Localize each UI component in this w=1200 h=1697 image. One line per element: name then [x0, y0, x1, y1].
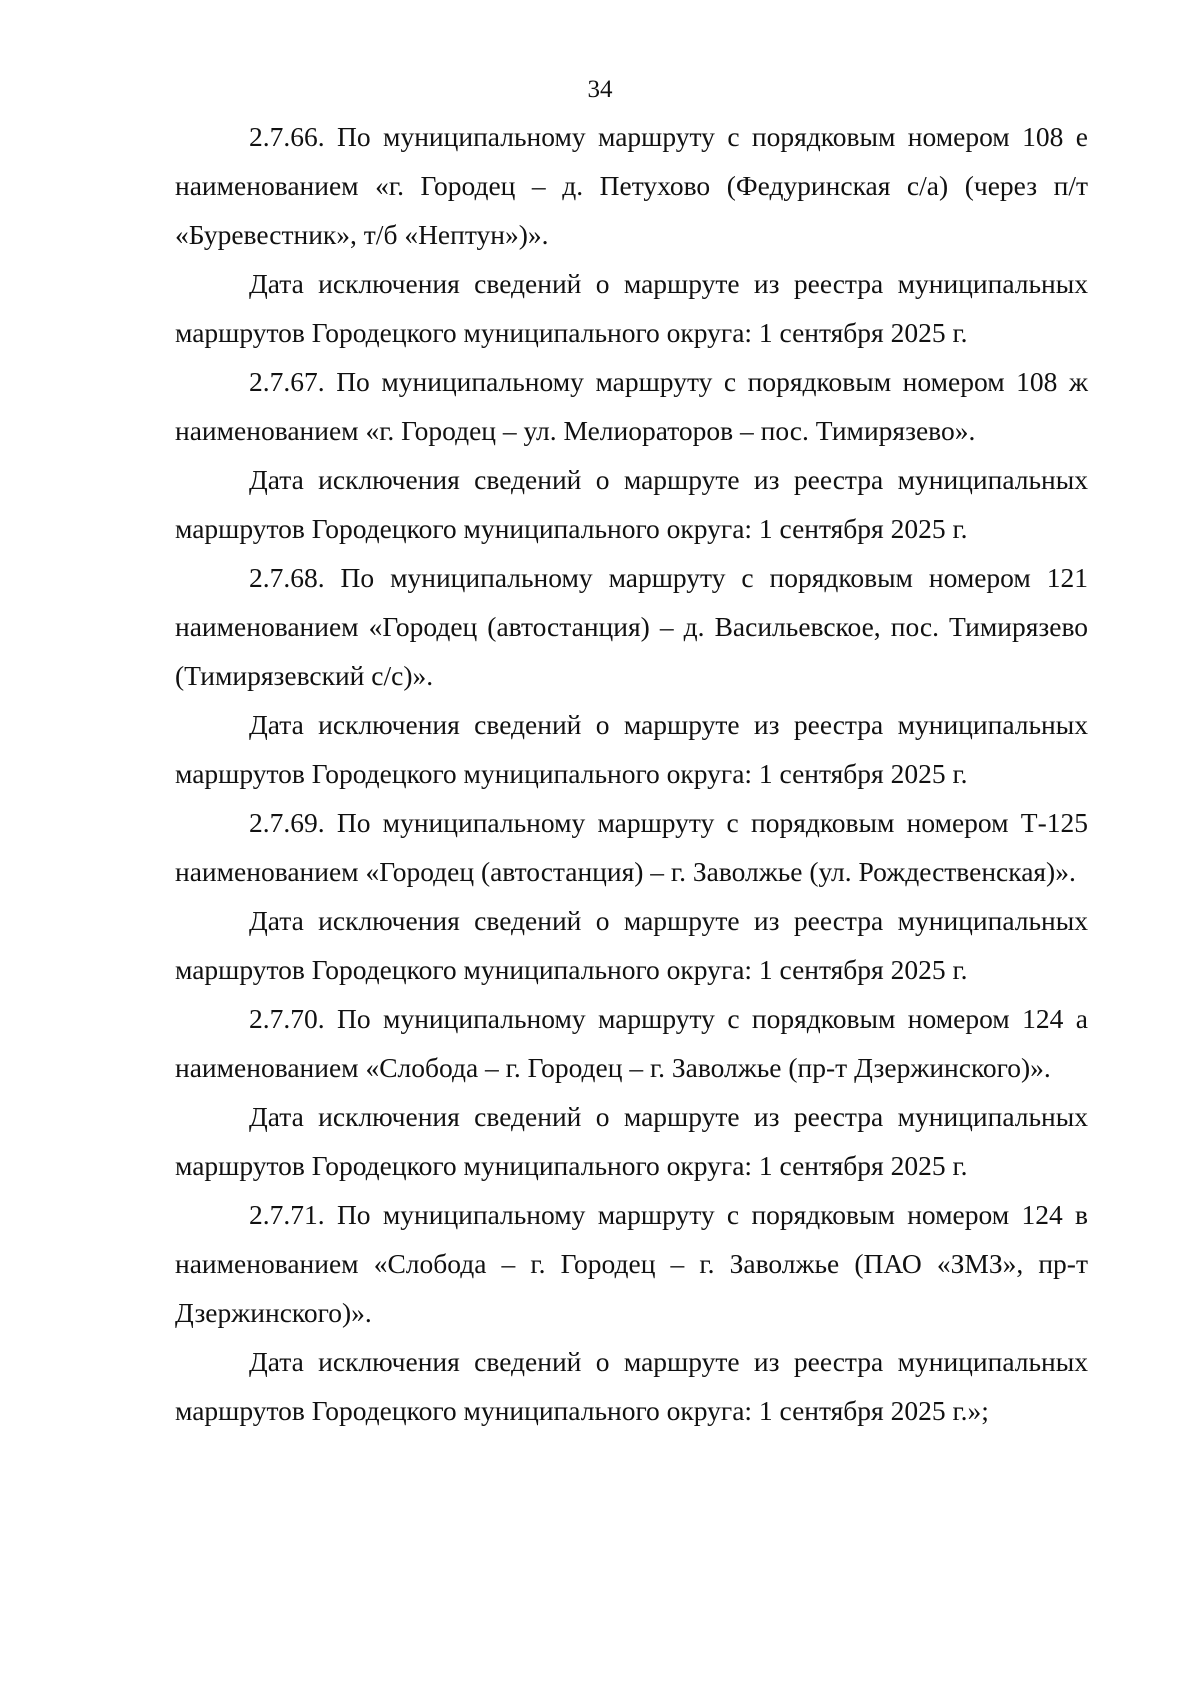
exclusion-date-paragraph: Дата исключения сведений о маршруте из реестра муниципальных маршрутов Городецкого муниципального округа: 1 сентября 2025 г. [175, 709, 1088, 789]
exclusion-date-paragraph: Дата исключения сведений о маршруте из реестра муниципальных маршрутов Городецкого муниципального округа: 1 сентября 2025 г. [175, 905, 1088, 985]
exclusion-date-paragraph: Дата исключения сведений о маршруте из реестра муниципальных маршрутов Городецкого муниципального округа: 1 сентября 2025 г.»; [175, 1346, 1088, 1426]
route-paragraph-2-7-71: 2.7.71. По муниципальному маршруту с порядковым номером 124 в наименованием «Слобода – г. Городец – г. Заволжье (ПАО «ЗМЗ», пр-т Дзержинского)». [175, 1199, 1088, 1328]
exclusion-date-paragraph: Дата исключения сведений о маршруте из реестра муниципальных маршрутов Городецкого муниципального округа: 1 сентября 2025 г. [175, 268, 1088, 348]
route-paragraph-2-7-67: 2.7.67. По муниципальному маршруту с порядковым номером 108 ж наименованием «г. Городец – ул. Мелиораторов – пос. Тимирязево». [175, 366, 1088, 446]
route-paragraph-2-7-68: 2.7.68. По муниципальному маршруту с порядковым номером 121 наименованием «Городец (автостанция) – д. Васильевское, пос. Тимирязево (Тимирязевский с/с)». [175, 562, 1088, 691]
document-body [175, 112, 1088, 1435]
page-number: 34 [587, 76, 613, 103]
route-paragraph-2-7-69: 2.7.69. По муниципальному маршруту с порядковым номером Т-125 наименованием «Городец (автостанция) – г. Заволжье (ул. Рождественская)». [175, 807, 1088, 887]
route-paragraph-2-7-66: 2.7.66. По муниципальному маршруту с порядковым номером 108 е наименованием «г. Городец – д. Петухово (Федуринская с/а) (через п/т «Буревестник», т/б «Нептун»)». [175, 121, 1088, 250]
exclusion-date-paragraph: Дата исключения сведений о маршруте из реестра муниципальных маршрутов Городецкого муниципального округа: 1 сентября 2025 г. [175, 464, 1088, 544]
exclusion-date-paragraph: Дата исключения сведений о маршруте из реестра муниципальных маршрутов Городецкого муниципального округа: 1 сентября 2025 г. [175, 1101, 1088, 1181]
route-paragraph-2-7-70: 2.7.70. По муниципальному маршруту с порядковым номером 124 а наименованием «Слобода – г. Городец – г. Заволжье (пр-т Дзержинского)». [175, 1003, 1088, 1083]
